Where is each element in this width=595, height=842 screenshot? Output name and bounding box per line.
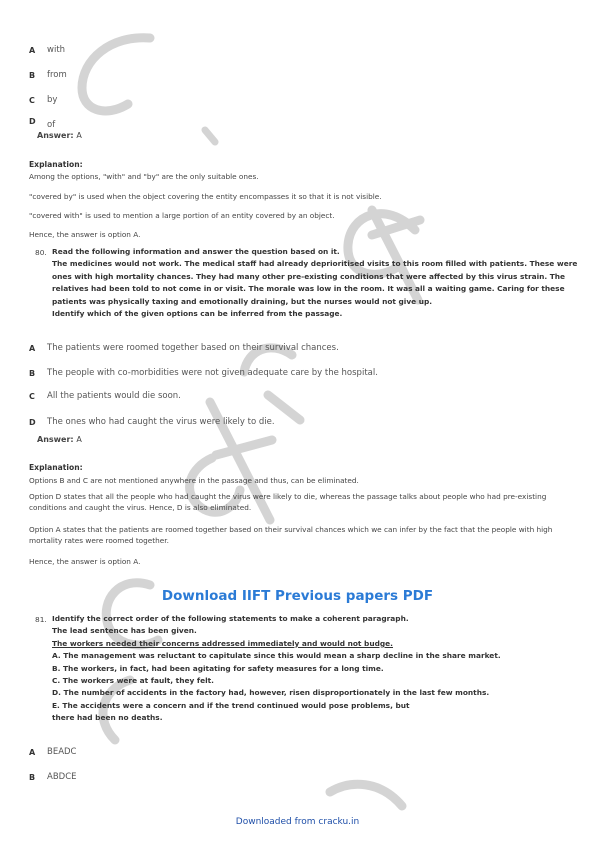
- q81-option-b-text[interactable]: ABDCE: [47, 772, 77, 782]
- q80-answer: [37, 435, 82, 444]
- q79-answer: [37, 131, 82, 140]
- q80-explanation-line: Option D states that all the people who had caught the virus were likely to die, whereas the passage talks about people who had pre-existing conditions and caught the virus. Hence, D is also eliminated.: [29, 492, 547, 512]
- lead-sentence: The workers needed their concerns addressed immediately and would not budge.: [52, 638, 393, 648]
- q80-option-c-letter: C: [29, 392, 35, 401]
- statement-b: B. The workers, in fact, had been agitating for safety measures for a long time.: [52, 663, 384, 673]
- q80-option-d-letter: D: [29, 418, 36, 427]
- q79-option-a-letter: A: [29, 46, 36, 55]
- q79-explanation-line: "covered with" is used to mention a large portion of an entity covered by an object.: [29, 211, 335, 220]
- statement-d: D. The number of accidents in the factory had, however, risen disproportionately in the last few months.: [52, 688, 490, 698]
- answer-label: Answer:: [37, 131, 74, 140]
- statement-e-continued: there had been no deaths.: [52, 713, 163, 723]
- question-line: ones with high mortality chances. They had many other pre-existing conditions that were affected by this virus strain. The: [52, 271, 566, 281]
- q80-number: 80.: [35, 248, 47, 257]
- answer-label: Answer:: [37, 435, 74, 444]
- answer-value: A: [76, 131, 82, 140]
- q79-option-b-letter: B: [29, 71, 36, 80]
- download-papers-link[interactable]: Download IIFT Previous papers PDF: [161, 588, 434, 604]
- q79-explanation-line: Among the options, "with" and "by" are the only suitable ones.: [29, 172, 259, 181]
- q79-option-d-letter: D: [29, 117, 36, 126]
- q80-explanation-line: Hence, the answer is option A.: [29, 557, 141, 566]
- question-line: The medicines would not work. The medical staff had already deprioritised visits to this room filled with patients. These were: [52, 259, 578, 269]
- question-line: relatives had been told to not come in or visit. The morale was low in the room. It was all a waiting game. Caring for these: [52, 284, 565, 294]
- question-line: Identify which of the given options can be inferred from the passage.: [52, 309, 343, 319]
- q80-option-a-letter: A: [29, 344, 36, 353]
- q81-option-a-text[interactable]: BEADC: [47, 747, 77, 757]
- q79-explanation-title: Explanation:: [29, 160, 83, 169]
- footer-link[interactable]: Downloaded from cracku.in: [235, 817, 360, 827]
- q79-option-a-text[interactable]: with: [47, 45, 66, 55]
- q79-explanation-line: "covered by" is used when the object covering the entity encompasses it so that it is not visible.: [29, 192, 382, 201]
- q80-option-b-text[interactable]: The people with co-morbidities were not given adequate care by the hospital.: [47, 368, 378, 378]
- q79-option-d-text[interactable]: of: [47, 120, 56, 130]
- q80-option-d-text[interactable]: The ones who had caught the virus were likely to die.: [47, 417, 275, 427]
- q79-explanation-line: Hence, the answer is option A.: [29, 230, 141, 239]
- statement-c: C. The workers were at fault, they felt.: [52, 676, 214, 686]
- q80-option-b-letter: B: [29, 369, 36, 378]
- q81-question: [52, 613, 501, 725]
- statement-a: A. The management was reluctant to capitulate since this would mean a sharp decline in the share market.: [52, 651, 501, 661]
- answer-value: A: [76, 435, 82, 444]
- q81-number: 81.: [35, 615, 47, 624]
- q80-option-c-text[interactable]: All the patients would die soon.: [47, 391, 181, 401]
- q81-option-b-letter: B: [29, 773, 36, 782]
- q79-option-b-text[interactable]: from: [47, 70, 67, 80]
- q80-explanation-line: Options B and C are not mentioned anywhere in the passage and thus, can be eliminated.: [29, 476, 359, 485]
- q81-option-a-letter: A: [29, 748, 36, 757]
- q80-option-a-text[interactable]: The patients were roomed together based on their survival chances.: [47, 343, 339, 353]
- statement-e: E. The accidents were a concern and if the trend continued would pose problems, but: [52, 700, 410, 710]
- q80-question: [52, 246, 577, 320]
- q80-explanation-line: Option A states that the patients are roomed together based on their survival chances which we can infer by the fact that the people with high mortality rates were roomed together.: [29, 525, 553, 545]
- q79-option-c-letter: C: [29, 96, 35, 105]
- question-line: Identify the correct order of the following statements to make a coherent paragraph.: [52, 614, 409, 623]
- question-line: Read the following information and answer the question based on it.: [52, 247, 340, 256]
- q79-option-c-text[interactable]: by: [47, 95, 58, 105]
- question-line: patients was physically taxing and emotionally draining, but the nurses would not give up.: [52, 296, 433, 306]
- question-line: The lead sentence has been given.: [52, 626, 197, 636]
- q80-explanation-title: Explanation:: [29, 463, 83, 472]
